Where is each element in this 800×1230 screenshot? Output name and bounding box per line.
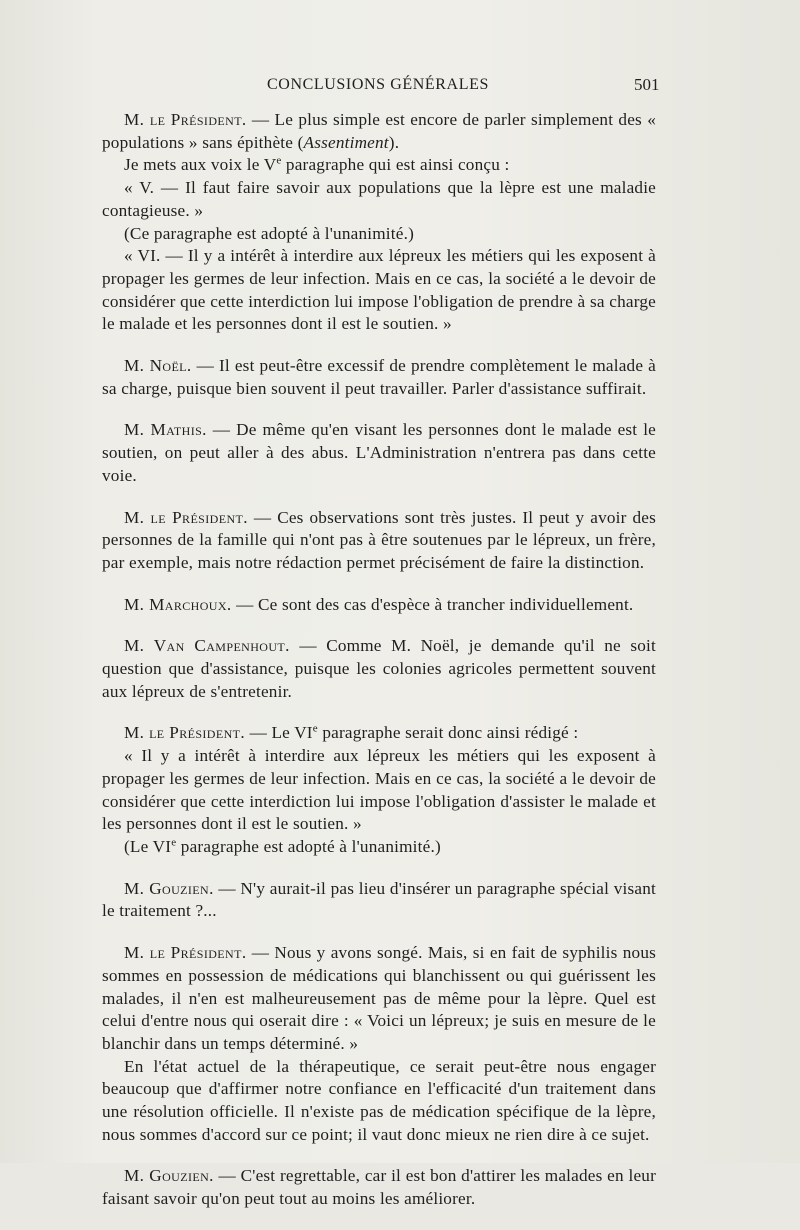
- paragraph: [102, 245, 656, 336]
- paragraph: [102, 1165, 656, 1210]
- paragraph-text: « Il y a intérêt à interdire aux lépreux les métiers qui les exposent à propager les germes de leur infection. Mais en ce cas, la société a le devoir de considérer que cette interdiction lui impose l'obligation d'assister le malade et les personnes dont il est le soutien. »: [102, 746, 656, 834]
- paragraph: [102, 355, 656, 400]
- text-block: [102, 355, 656, 400]
- speaker-name: M. le Président.: [124, 507, 248, 527]
- paragraph-text: paragraphe serait donc ainsi rédigé :: [317, 723, 579, 743]
- text-block: [102, 722, 656, 858]
- paragraph-text: — Nous y avons songé. Mais, si en fait de syphilis nous sommes en possession de médications qui blanchissent ou qui guérissent les malades, il n'en est malheureusement pas de même pour la lèpre. Quel est celui d'entre nous qui oserait dire : « Voici un lépreux; je suis en mesure de le blanchir dans un temps déterminé. »: [102, 943, 657, 1053]
- speaker-name: M. Noël.: [124, 356, 192, 376]
- text-block: [102, 507, 656, 575]
- text-block: [102, 878, 656, 923]
- paragraph-text: — Ces observations sont très justes. Il peut y avoir des personnes de la famille qui n'ont pas à être soutenues par le lépreux, un frère, par exemple, mais notre rédaction permet précisément de faire la distinction.: [102, 507, 656, 572]
- paragraph-text: — Comme M. Noël, je demande qu'il ne soit question que d'assistance, puisque les colonies agricoles permettent souvent aux lépreux de s'entretenir.: [102, 636, 656, 701]
- paragraph-text: paragraphe qui est ainsi conçu :: [281, 155, 510, 175]
- paragraph: [102, 635, 656, 703]
- paragraph-text: (Le VI: [124, 836, 172, 856]
- paragraph-text: Je mets aux voix le V: [124, 155, 277, 175]
- text-block: [102, 942, 656, 1146]
- paragraph: [102, 177, 656, 222]
- text-block: [102, 635, 656, 703]
- paragraph: [102, 1056, 656, 1147]
- paragraph-text: — N'y aurait-il pas lieu d'insérer un paragraphe spécial visant le traitement ?...: [102, 878, 656, 921]
- superscript: e: [171, 836, 177, 849]
- paragraph: [102, 109, 656, 154]
- speaker-name: M. Mathis.: [124, 420, 207, 440]
- paragraph-text: — Le plus simple est encore de parler simplement des « populations » sans épithète (: [102, 110, 656, 152]
- paragraph-text: — Le VI: [245, 723, 313, 743]
- superscript: e: [312, 722, 318, 735]
- superscript: e: [276, 154, 282, 167]
- paragraph: [102, 878, 656, 923]
- paragraph: [102, 942, 656, 1056]
- paragraph: [102, 745, 656, 836]
- speaker-name: M. Marchoux.: [124, 594, 232, 614]
- paragraph: [102, 223, 656, 246]
- paragraph: [102, 722, 656, 745]
- speaker-name: M. Gouzien.: [124, 878, 214, 898]
- page-number: 501: [634, 75, 660, 94]
- speaker-name: M. le Président.: [124, 110, 247, 129]
- paragraph: [102, 594, 656, 617]
- paragraph-text: « VI. — Il y a intérêt à interdire aux lépreux les métiers qui les exposent à propager les germes de leur infection. Mais en ce cas, la société a le devoir de considérer que cette interdiction lui impose l'obligation de prendre à sa charge le malade et les personnes dont il est le soutien. »: [102, 246, 656, 334]
- text-block: [102, 419, 656, 487]
- paragraph-text: (Ce paragraphe est adopté à l'unanimité.): [124, 223, 414, 243]
- paragraph: [102, 419, 656, 487]
- paragraph-text: En l'état actuel de la thérapeutique, ce serait peut-être nous engager beaucoup que d'affirmer notre confiance en l'efficacité d'un traitement dans une résolution officielle. Il n'existe pas de médication spécifique de la lèpre, nous sommes d'accord sur ce point; il vaut donc mieux ne rien dire à ce sujet.: [102, 1056, 656, 1144]
- paragraph-text: — C'est regrettable, car il est bon d'attirer les malades en leur faisant savoir qu'on peut tout au moins les améliorer.: [102, 1166, 657, 1209]
- paragraph: [102, 154, 656, 177]
- running-title: CONCLUSIONS GÉNÉRALES: [267, 76, 489, 93]
- page-header: [0, 76, 800, 100]
- text-block: [102, 1165, 656, 1210]
- paragraph-text: ).: [388, 132, 400, 152]
- paragraph-text: paragraphe est adopté à l'unanimité.): [176, 836, 441, 856]
- text-block: [102, 594, 656, 617]
- paragraph-text: « V. — Il faut faire savoir aux populations que la lèpre est une maladie contagieuse. »: [102, 178, 656, 220]
- speaker-name: M. Gouzien.: [124, 1166, 214, 1186]
- paragraph-text: — Il est peut-être excessif de prendre complètement le malade à sa charge, puisque bien souvent il peut travailler. Parler d'assistance suffirait.: [102, 356, 656, 398]
- speaker-name: M. Van Campenhout.: [124, 636, 290, 656]
- speaker-name: M. le Président.: [124, 723, 246, 743]
- text-block: [102, 109, 656, 336]
- speaker-name: M. le Président.: [124, 943, 247, 963]
- paragraph: [102, 507, 656, 575]
- page-body: [102, 109, 656, 1230]
- paragraph-text: — Ce sont des cas d'espèce à trancher individuellement.: [231, 594, 634, 614]
- italic-text: Assentiment: [303, 132, 389, 152]
- paragraph-text: — De même qu'en visant les personnes dont le malade est le soutien, on peut aller à des abus. L'Administration n'entrera pas dans cette voie.: [102, 420, 656, 485]
- paragraph: [102, 836, 656, 859]
